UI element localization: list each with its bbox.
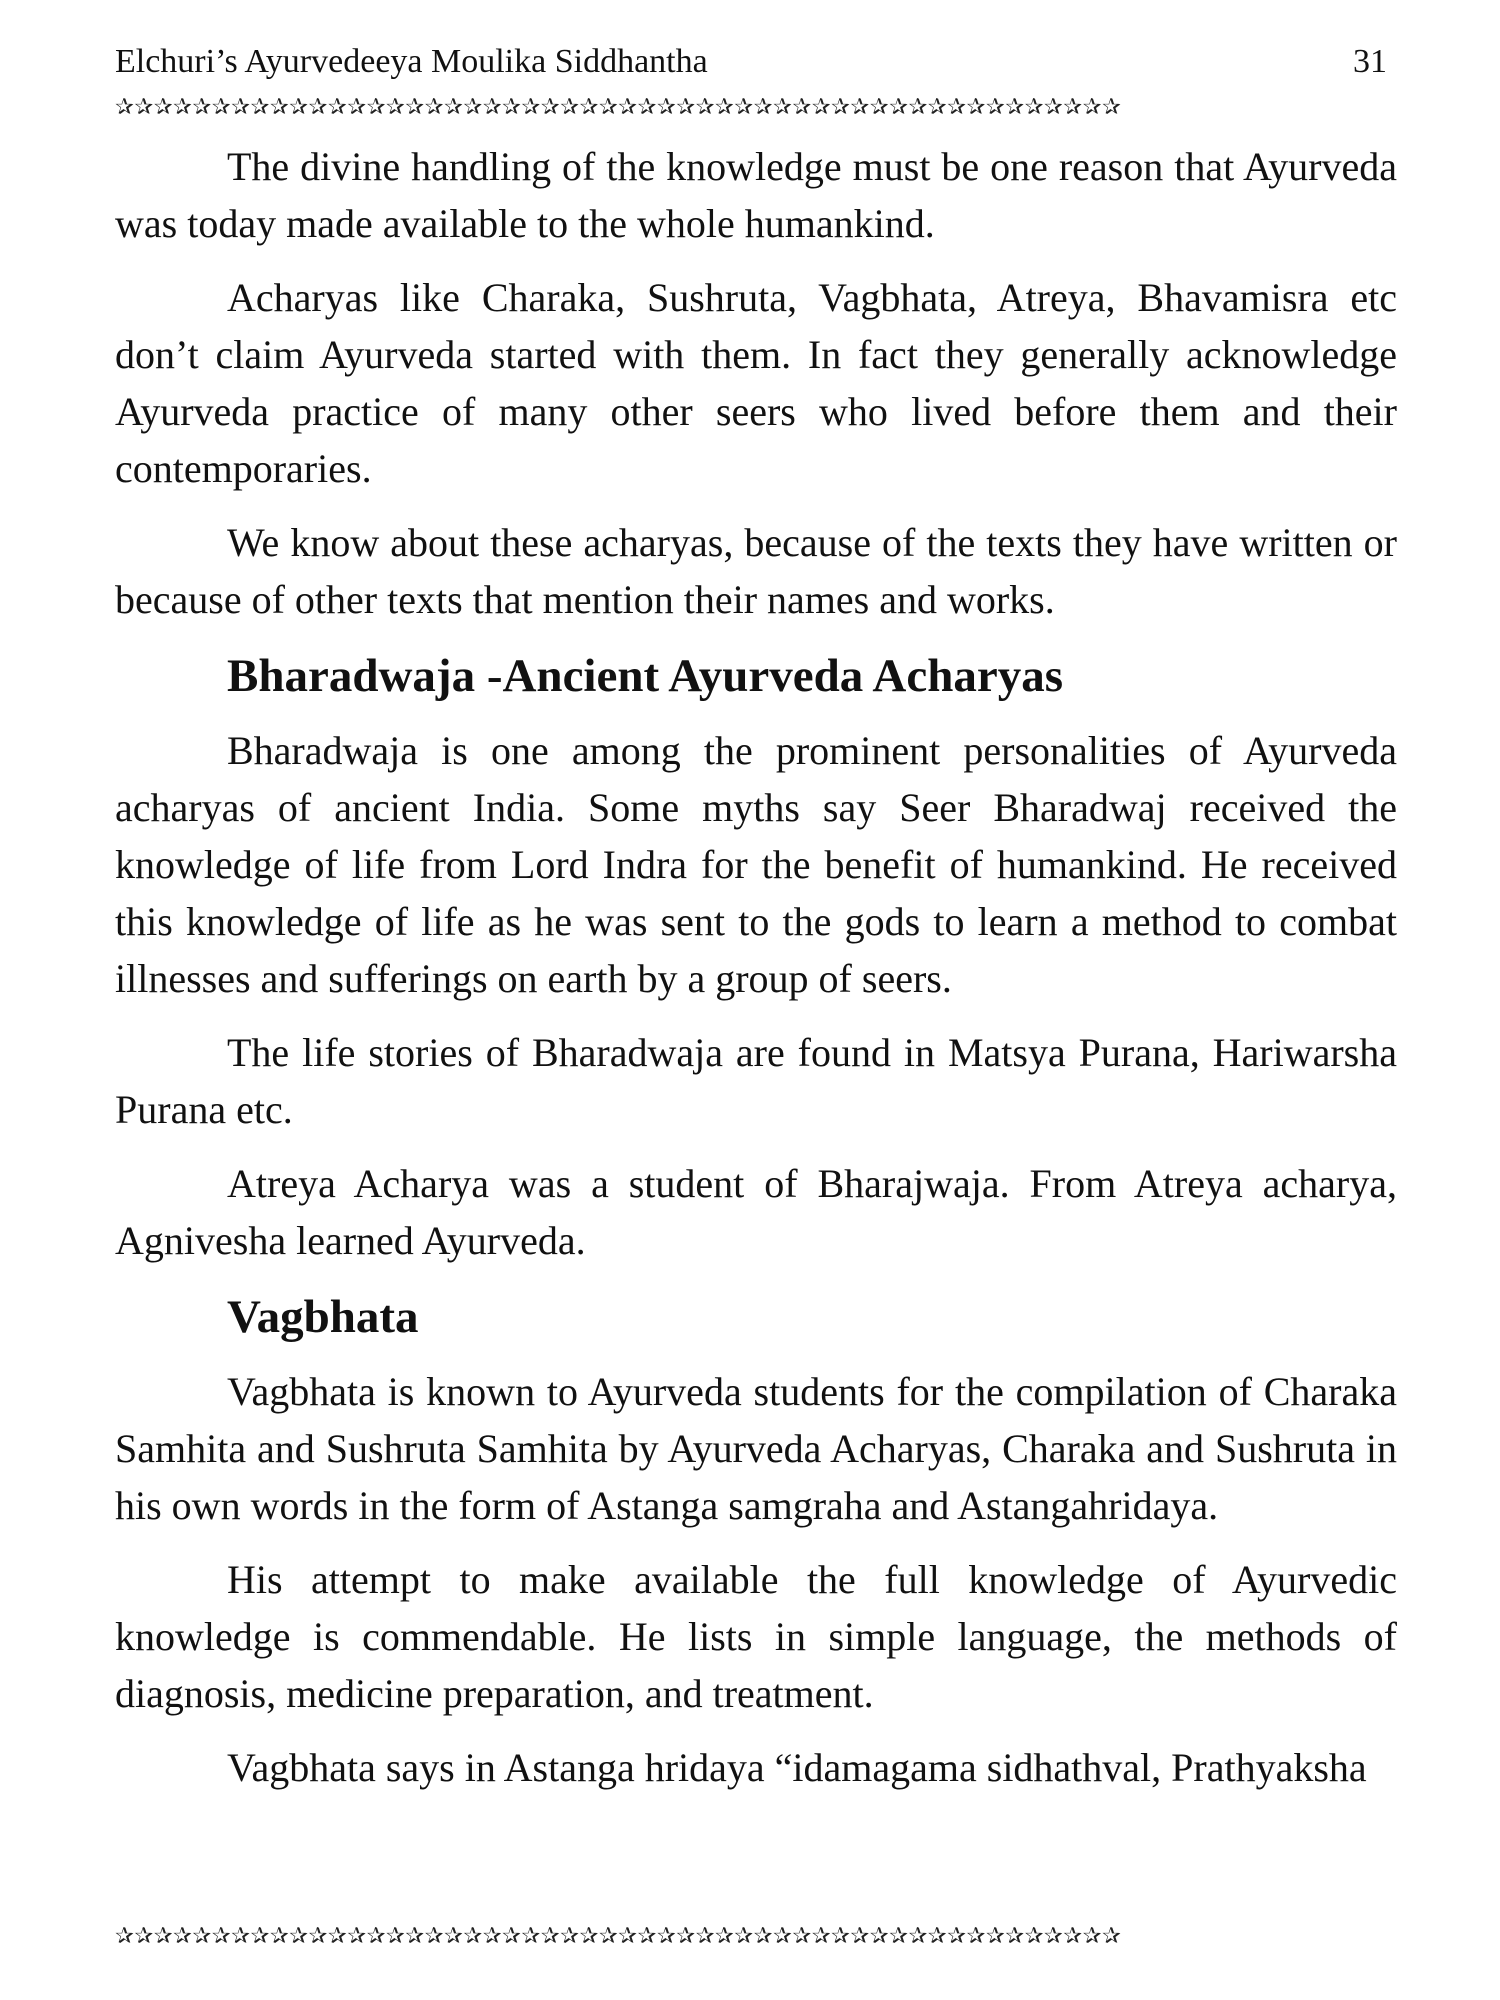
page-body [115,138,1397,1796]
running-header [115,38,1397,86]
paragraph-bharadwaja: Bharadwaja is one among the prominent personalities of Ayurveda acharyas of ancient India. Some myths say Seer Bharadwaj received the knowledge of life from Lord Indra for the benefit of humankind. He received this knowledge of life as he was sent to the gods to learn a method to combat illnesses and sufferings on earth by a group of seers. [115,728,1397,1001]
running-title: Elchuri’s Ayurvedeeya Moulika Siddhantha [115,43,708,80]
heading-vagbhata: Vagbhata [227,1291,419,1343]
page-number: 31 [1353,43,1387,80]
paragraph-atreya: Atreya Acharya was a student of Bharajwaja. From Atreya acharya, Agnivesha learned Ayurveda. [115,1161,1397,1263]
paragraph-vagbhata-attempt: His attempt to make available the full knowledge of Ayurvedic knowledge is commendable. He lists in simple language, the methods of diagnosis, medicine preparation, and treatment. [115,1557,1397,1716]
paragraph-divine-handling: The divine handling of the knowledge must be one reason that Ayurveda was today made available to the whole humankind. [115,144,1397,246]
star-ornament-top: ✰✰✰✰✰✰✰✰✰✰✰✰✰✰✰✰✰✰✰✰✰✰✰✰✰✰✰✰✰✰✰✰✰✰✰✰✰✰✰✰✰✰✰✰✰✰✰✰✰✰✰✰ [115,94,1122,120]
paragraph-life-stories: The life stories of Bharadwaja are found in Matsya Purana, Hariwarsha Purana etc. [115,1030,1397,1132]
paragraph-vagbhata-says: Vagbhata says in Astanga hridaya “idamagama sidhathval, Prathyaksha [227,1745,1367,1790]
heading-bharadwaja: Bharadwaja -Ancient Ayurveda Acharyas [227,650,1063,702]
book-page [115,38,1397,1968]
paragraph-texts: We know about these acharyas, because of the texts they have written or because of other texts that mention their names and works. [115,520,1397,622]
paragraph-vagbhata-compilation: Vagbhata is known to Ayurveda students for the compilation of Charaka Samhita and Sushruta Samhita by Ayurveda Acharyas, Charaka and Sushruta in his own words in the form of Astanga samgraha and Astangahridaya. [115,1369,1397,1528]
paragraph-acharyas: Acharyas like Charaka, Sushruta, Vagbhata, Atreya, Bhavamisra etc don’t claim Ayurveda started with them. In fact they generally acknowledge Ayurveda practice of many other seers who lived before them and their contemporaries. [115,275,1397,491]
star-ornament-bottom: ✰✰✰✰✰✰✰✰✰✰✰✰✰✰✰✰✰✰✰✰✰✰✰✰✰✰✰✰✰✰✰✰✰✰✰✰✰✰✰✰✰✰✰✰✰✰✰✰✰✰✰✰ [115,1923,1122,1949]
